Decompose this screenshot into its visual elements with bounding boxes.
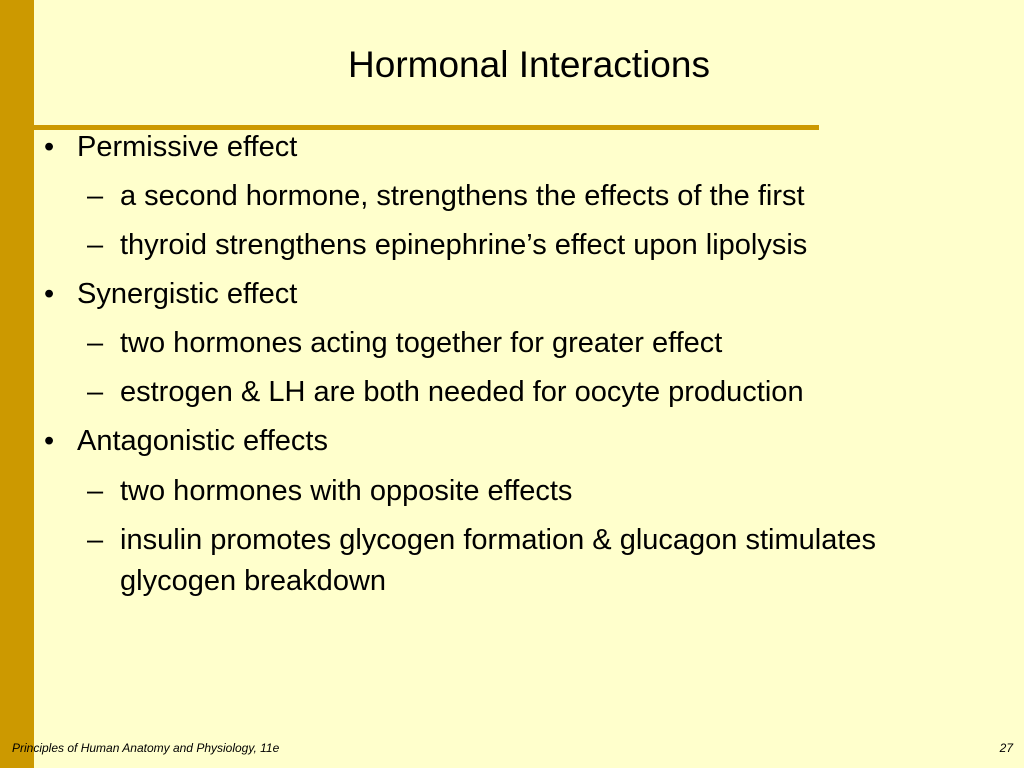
bullet-label: Synergistic effect (77, 278, 298, 310)
footer-source: Principles of Human Anatomy and Physiology, 11e (12, 741, 280, 755)
left-accent-bar (0, 0, 34, 768)
dash-marker: – (87, 376, 104, 408)
bullet-marker: • (44, 278, 55, 310)
slide-title: Hormonal Interactions (348, 44, 710, 85)
dash-marker: – (87, 327, 104, 359)
dash-marker: – (87, 524, 104, 556)
sub-item-label: two hormones acting together for greater effect (120, 327, 723, 359)
dash-marker: – (87, 229, 104, 261)
bullet-marker: • (44, 425, 55, 457)
dash-marker: – (87, 475, 104, 507)
sub-item-label: estrogen & LH are both needed for oocyte production (120, 376, 804, 408)
sub-item-label: thyroid strengthens epinephrine’s effect upon lipolysis (120, 229, 808, 261)
sub-item-label: two hormones with opposite effects (120, 475, 573, 507)
dash-marker: – (87, 180, 104, 212)
bullet-label: Permissive effect (77, 131, 298, 163)
sub-item-continuation: glycogen breakdown (120, 565, 387, 597)
bullet-label: Antagonistic effects (77, 425, 328, 457)
bullet-marker: • (44, 131, 55, 163)
sub-item-label: a second hormone, strengthens the effects of the first (120, 180, 805, 212)
page-number: 27 (999, 741, 1013, 755)
sub-item-label: insulin promotes glycogen formation & glucagon stimulates (120, 524, 877, 556)
